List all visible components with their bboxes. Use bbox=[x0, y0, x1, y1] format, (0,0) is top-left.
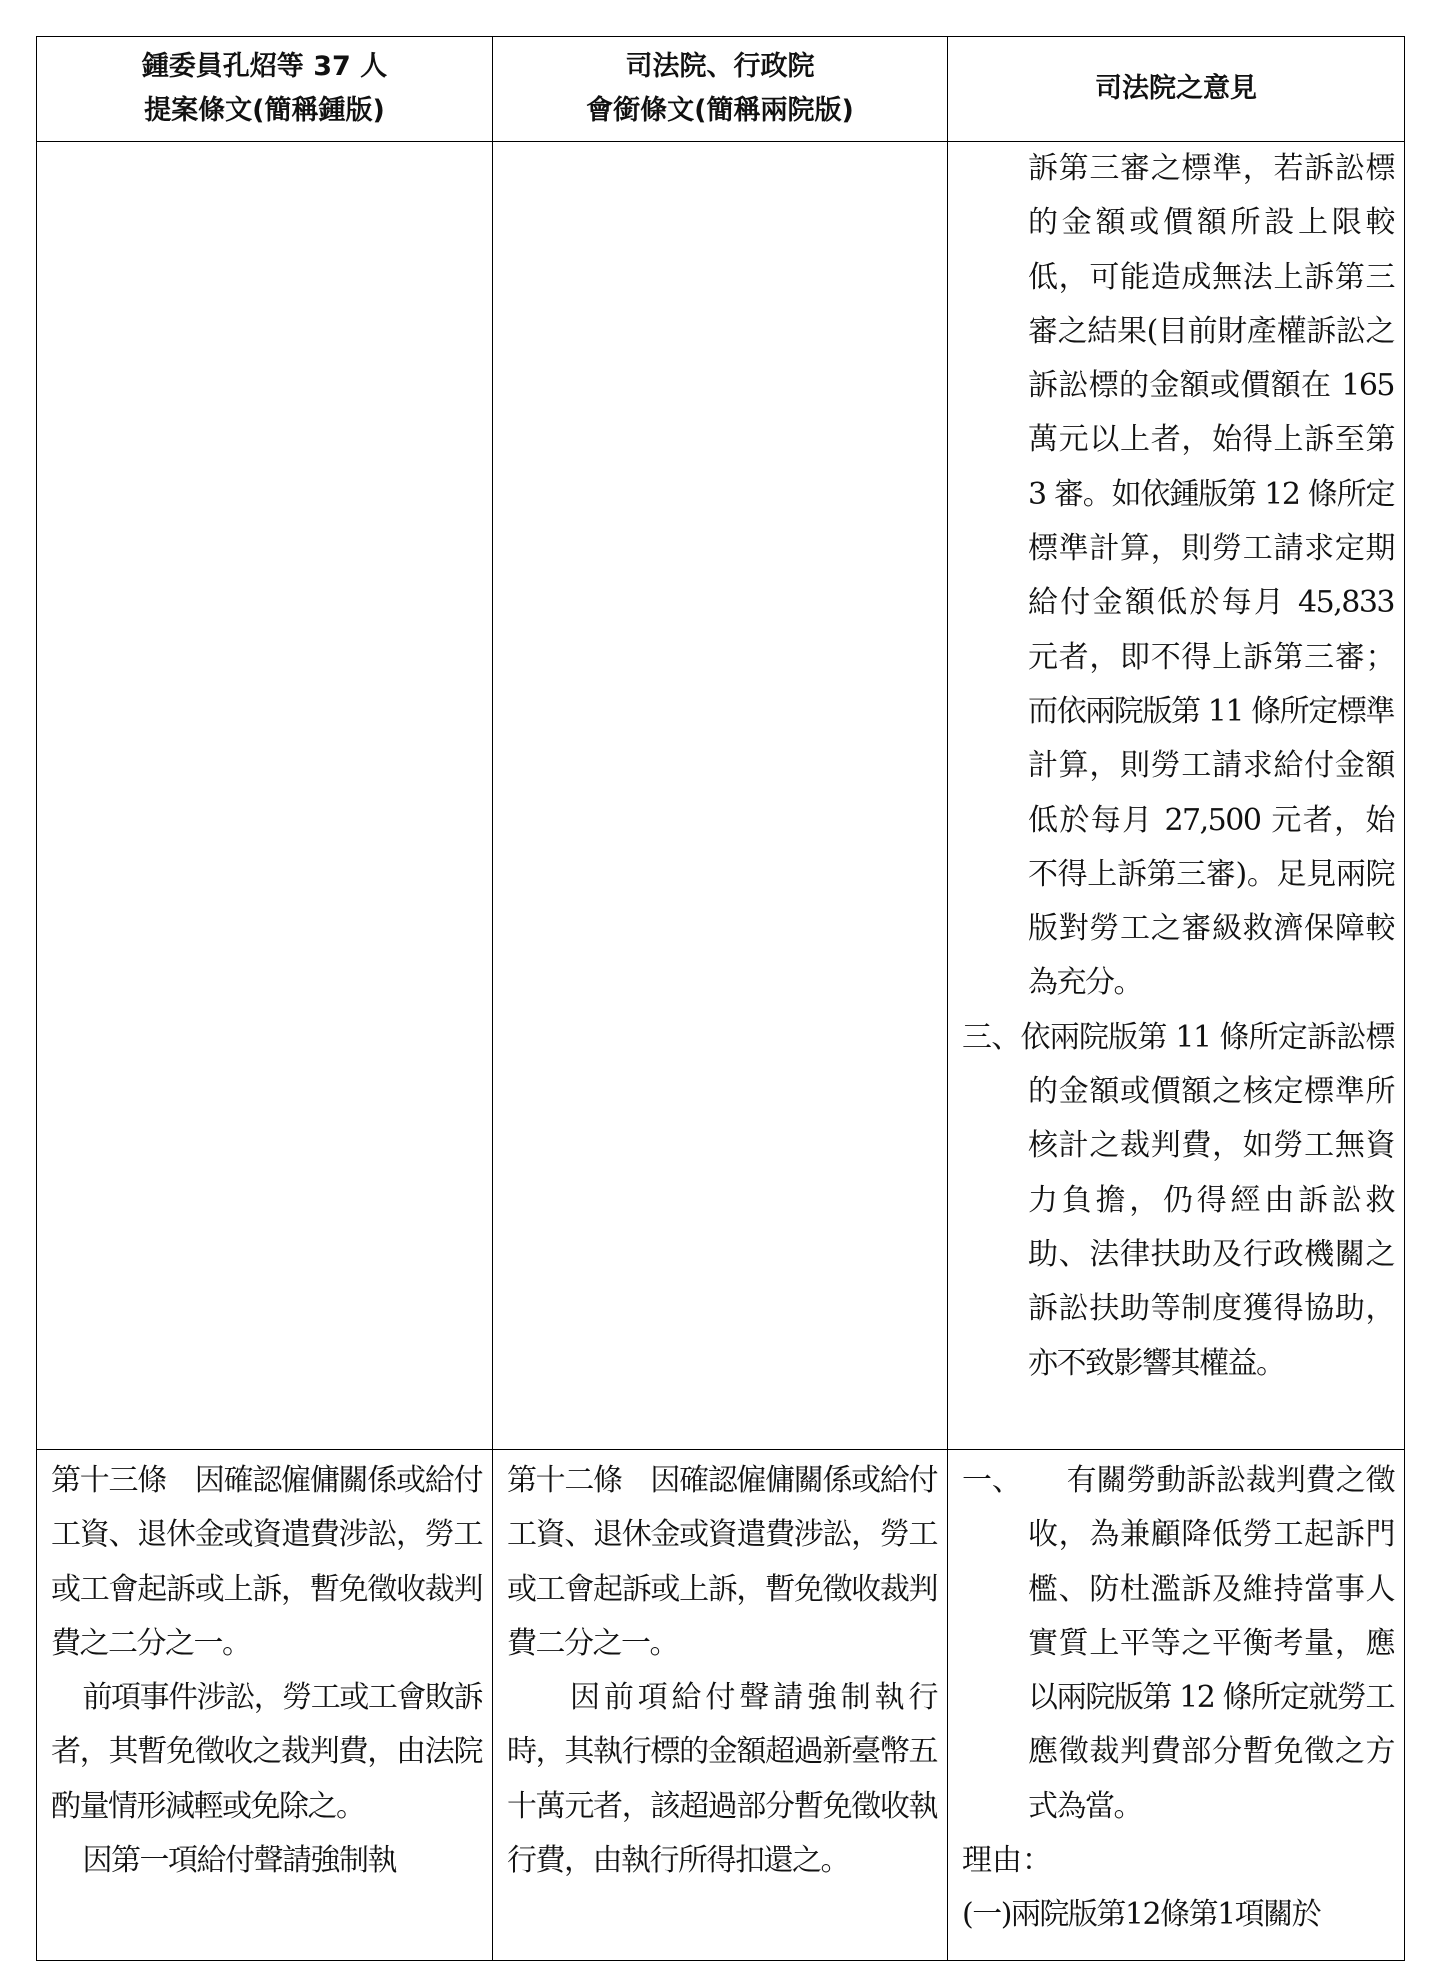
two-yuan-article-12: 第十二條 因確認僱傭關係或給付工資、退休金或資遣費涉訟，勞工或工會起訴或上訴，暫免徵收裁判費二分之一。 bbox=[507, 1463, 937, 1661]
zhong-article-13-para3: 因第一項給付聲請強制執 bbox=[82, 1843, 396, 1879]
opinion-item-3: 三、依兩院版第 11 條所定訴訟標的金額或價額之核定標準所核計之裁判費，如勞工無資力負擔，仍得經由訴訟救助、法律扶助及行政機關之訴訟扶助等制度獲得協助，亦不致影響其權益。 bbox=[962, 1019, 1394, 1381]
zhong-article-13: 第十三條 因確認僱傭關係或給付工資、退休金或資遣費涉訟，勞工或工會起訴或上訴，暫免徵收裁判費之二分之一。 bbox=[51, 1463, 482, 1661]
header-row bbox=[37, 37, 1405, 142]
header-two-yuan-line1: 司法院、行政院 bbox=[625, 51, 815, 82]
header-two-yuan-version bbox=[493, 37, 948, 142]
opinion-reason-label: 理由： bbox=[962, 1843, 1052, 1879]
zhong-article-13-para2: 前項事件涉訟，勞工或工會敗訴者，其暫免徵收之裁判費，由法院酌量情形減輕或免除之。 bbox=[51, 1680, 482, 1824]
table-row bbox=[37, 142, 1405, 1450]
opinion-continuation: 訴第三審之標準，若訴訟標的金額或價額所設上限較低，可能造成無法上訴第三審之結果(目前財產權訴訟之訴訟標的金額或價額在 165 萬元以上者，始得上訴至第 3 審。如依鍾版第 12 條所定標準計算，則勞工請求定期給付金額低於每月 45,833 元者，即不得上訴第三審；而依兩院版第 11 條所定標準計算，則勞工請求給付金額低於每月 27,500 元者，始不得上訴第三審)。足見兩院版對勞工之審級救濟保障較為充分。 bbox=[1028, 151, 1394, 1001]
table-row bbox=[37, 1450, 1405, 1961]
lower-zhong-cell bbox=[37, 1450, 493, 1961]
two-yuan-article-12-para2: 因前項給付聲請強制執行時，其執行標的金額超過新臺幣五十萬元者，該超過部分暫免徵收執行費，由執行所得扣還之。 bbox=[507, 1680, 937, 1879]
lower-opinion-cell bbox=[948, 1450, 1405, 1961]
header-two-yuan-line2: 會銜條文(簡稱兩院版) bbox=[586, 95, 854, 126]
upper-two-yuan-cell bbox=[493, 142, 948, 1450]
lower-two-yuan-cell bbox=[493, 1450, 948, 1961]
upper-opinion-cell bbox=[948, 142, 1405, 1450]
header-opinion-line1: 司法院之意見 bbox=[1095, 73, 1257, 104]
header-zhong-line2: 提案條文(簡稱鍾版) bbox=[144, 95, 385, 126]
comparison-table bbox=[36, 36, 1405, 1961]
upper-zhong-cell bbox=[37, 142, 493, 1450]
header-judicial-opinion bbox=[948, 37, 1405, 142]
opinion-item-1: 一、 有關勞動訴訟裁判費之徵收，為兼顧降低勞工起訴門檻、防杜濫訴及維持當事人實質上平等之平衡考量，應以兩院版第 12 條所定就勞工應徵裁判費部分暫免徵之方式為當。 bbox=[962, 1463, 1394, 1824]
opinion-reason-1: (一)兩院版第12條第1項關於 bbox=[962, 1897, 1321, 1933]
header-zhong-line1: 鍾委員孔炤等 37 人 bbox=[141, 51, 388, 82]
header-zhong-version bbox=[37, 37, 493, 142]
